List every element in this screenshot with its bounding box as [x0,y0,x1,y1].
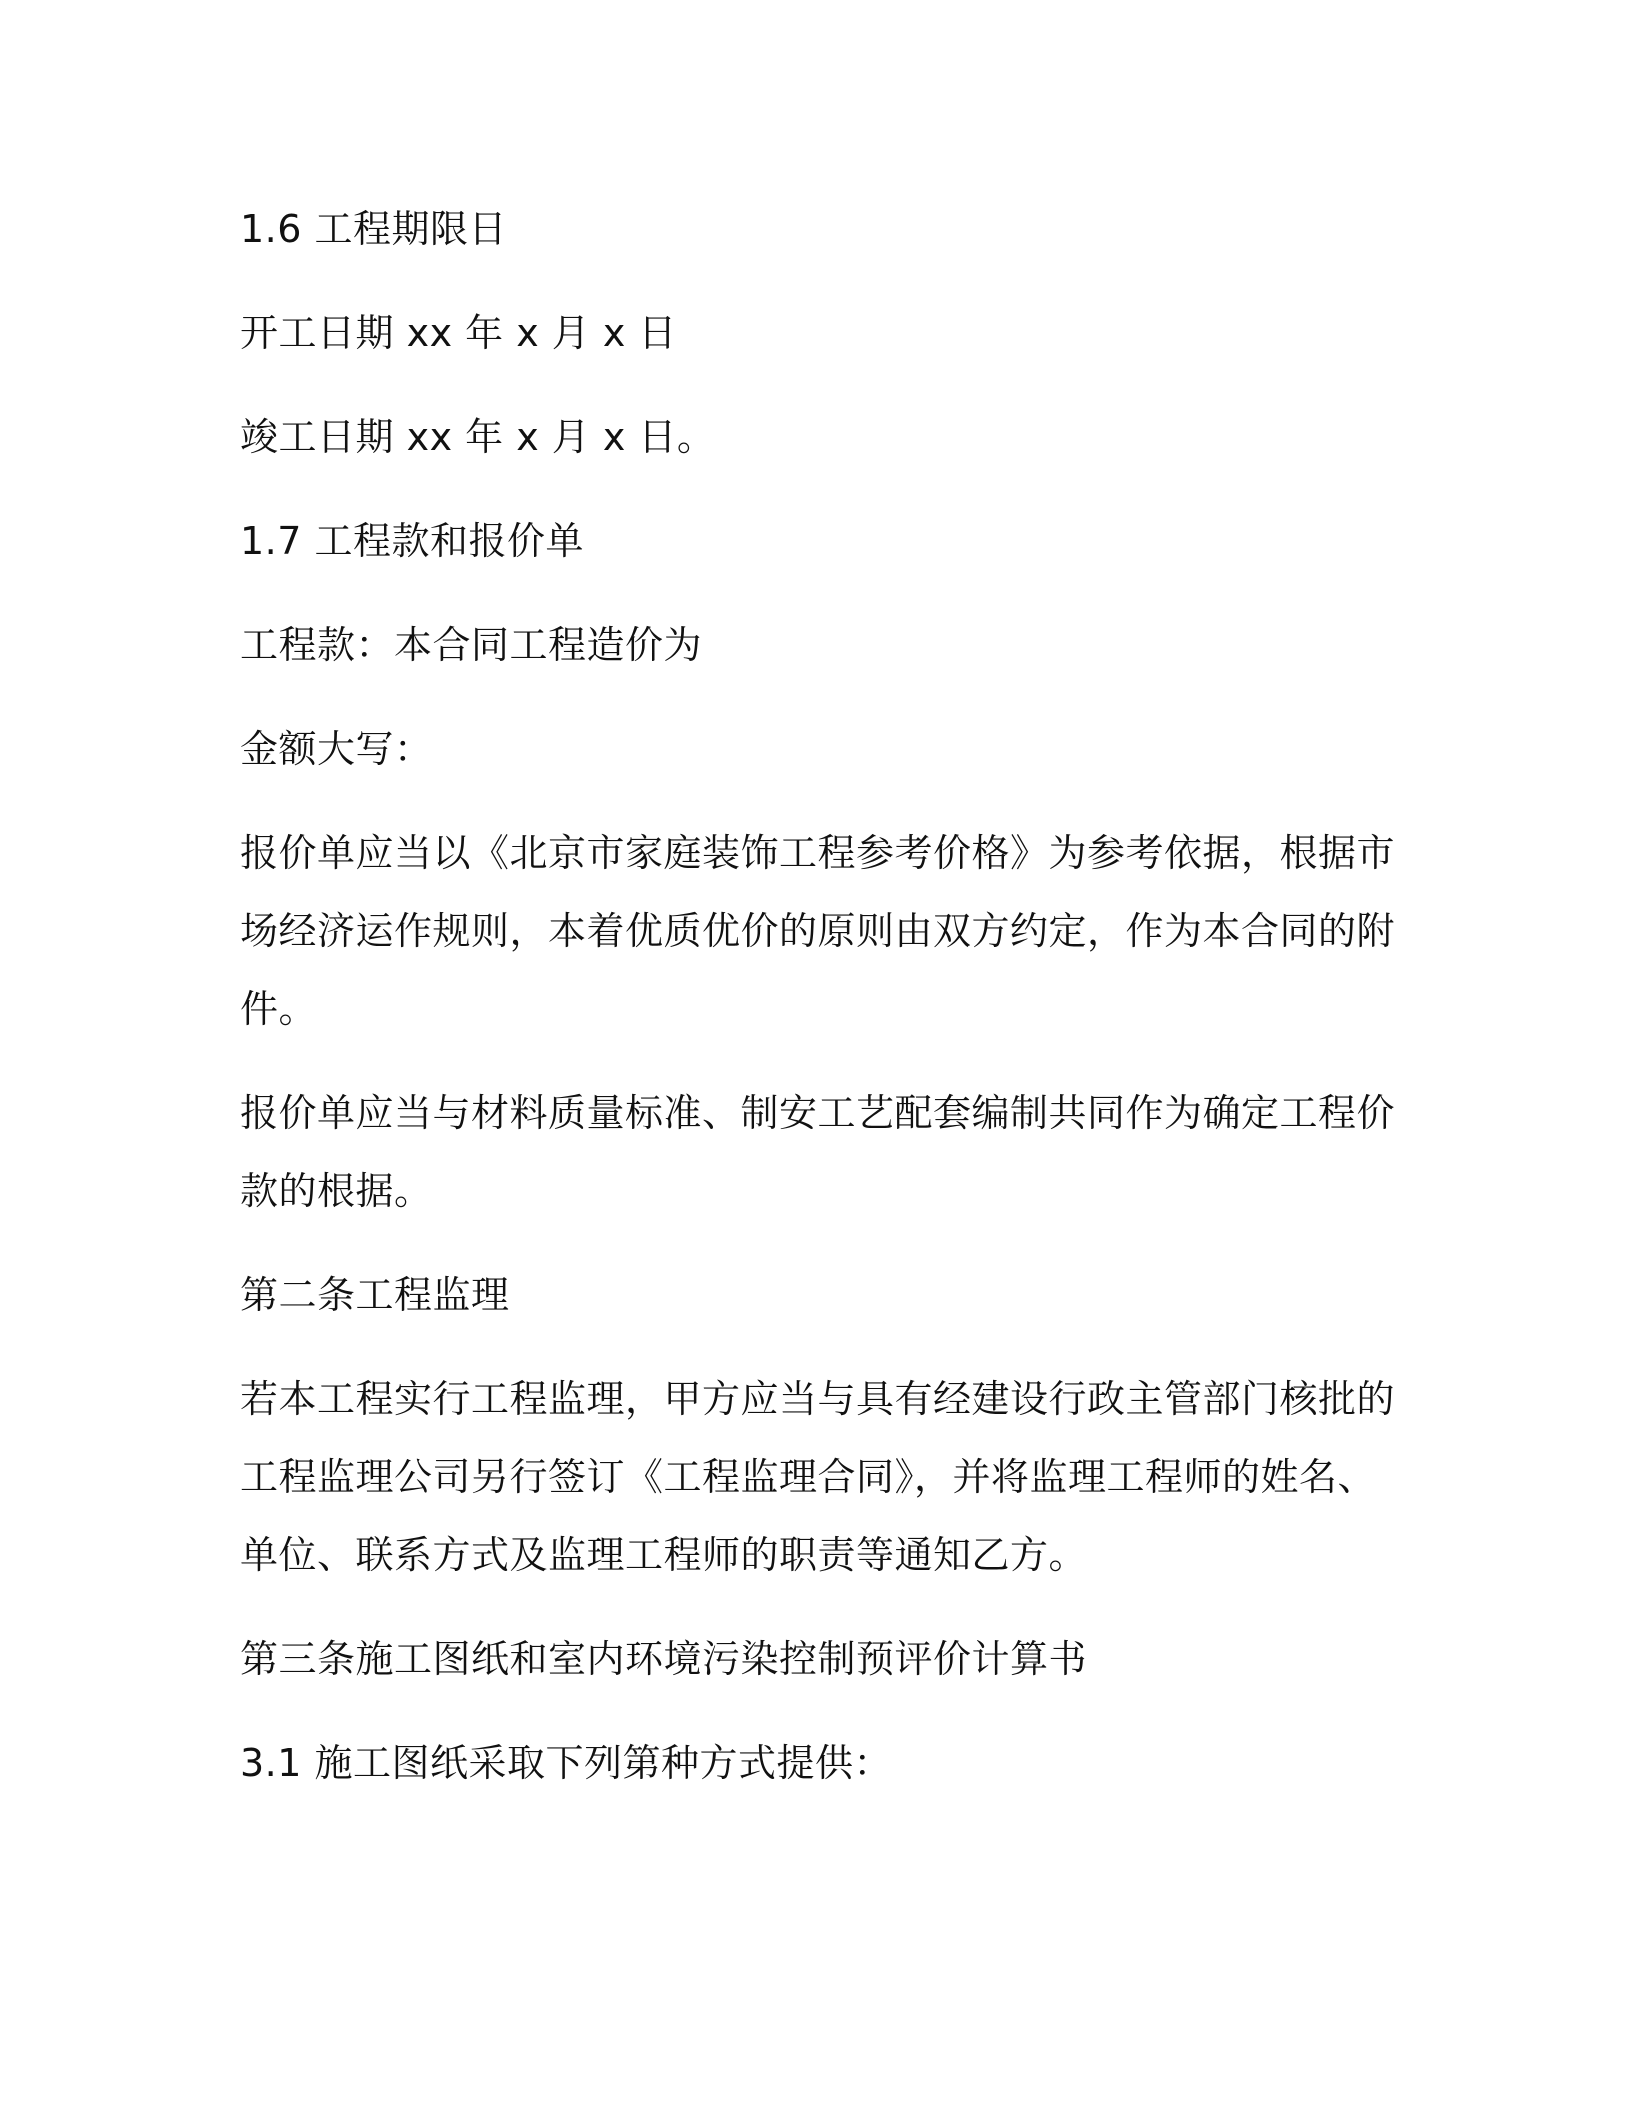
text-line: 工程款：本合同工程造价为 [240,623,703,667]
text-line: 竣工日期 xx 年 x 月 x 日。 [240,415,716,459]
text-line: 单位、联系方式及监理工程师的职责等通知乙方。 [240,1533,1088,1577]
start-date-line [240,294,1360,372]
quotation-standards-paragraph [240,1074,1396,1230]
text-line: 件。 [240,987,318,1031]
amount-in-words-line [240,710,1360,788]
text-line: 第二条工程监理 [240,1273,510,1317]
section-heading-1-7 [240,502,1360,580]
text-line: 开工日期 xx 年 x 月 x 日 [240,311,677,355]
supervision-paragraph [240,1360,1396,1594]
text-line: 报价单应当与材料质量标准、制安工艺配套编制共同作为确定工程价 [240,1091,1396,1135]
text-line: 3.1 施工图纸采取下列第种方式提供： [240,1741,893,1785]
completion-date-line [240,398,1360,476]
text-line: 第三条施工图纸和室内环境污染控制预评价计算书 [240,1637,1088,1681]
contract-price-line [240,606,1360,684]
text-line: 款的根据。 [240,1169,433,1213]
text-line: 若本工程实行工程监理，甲方应当与具有经建设行政主管部门核批的 [240,1377,1396,1421]
article-3-heading [240,1620,1360,1698]
text-line: 报价单应当以《北京市家庭装饰工程参考价格》为参考依据，根据市 [240,831,1396,875]
text-line: 金额大写： [240,727,433,771]
section-heading-1-6 [240,190,1360,268]
text-line: 1.7 工程款和报价单 [240,519,585,563]
document-page [240,190,1396,1828]
article-2-heading [240,1256,1360,1334]
section-3-1-line [240,1724,1360,1802]
text-line: 工程监理公司另行签订《工程监理合同》，并将监理工程师的姓名、 [240,1455,1377,1499]
text-line: 1.6 工程期限日 [240,207,508,251]
text-line: 场经济运作规则，本着优质优价的原则由双方约定，作为本合同的附 [240,909,1396,953]
quotation-basis-paragraph [240,814,1396,1048]
